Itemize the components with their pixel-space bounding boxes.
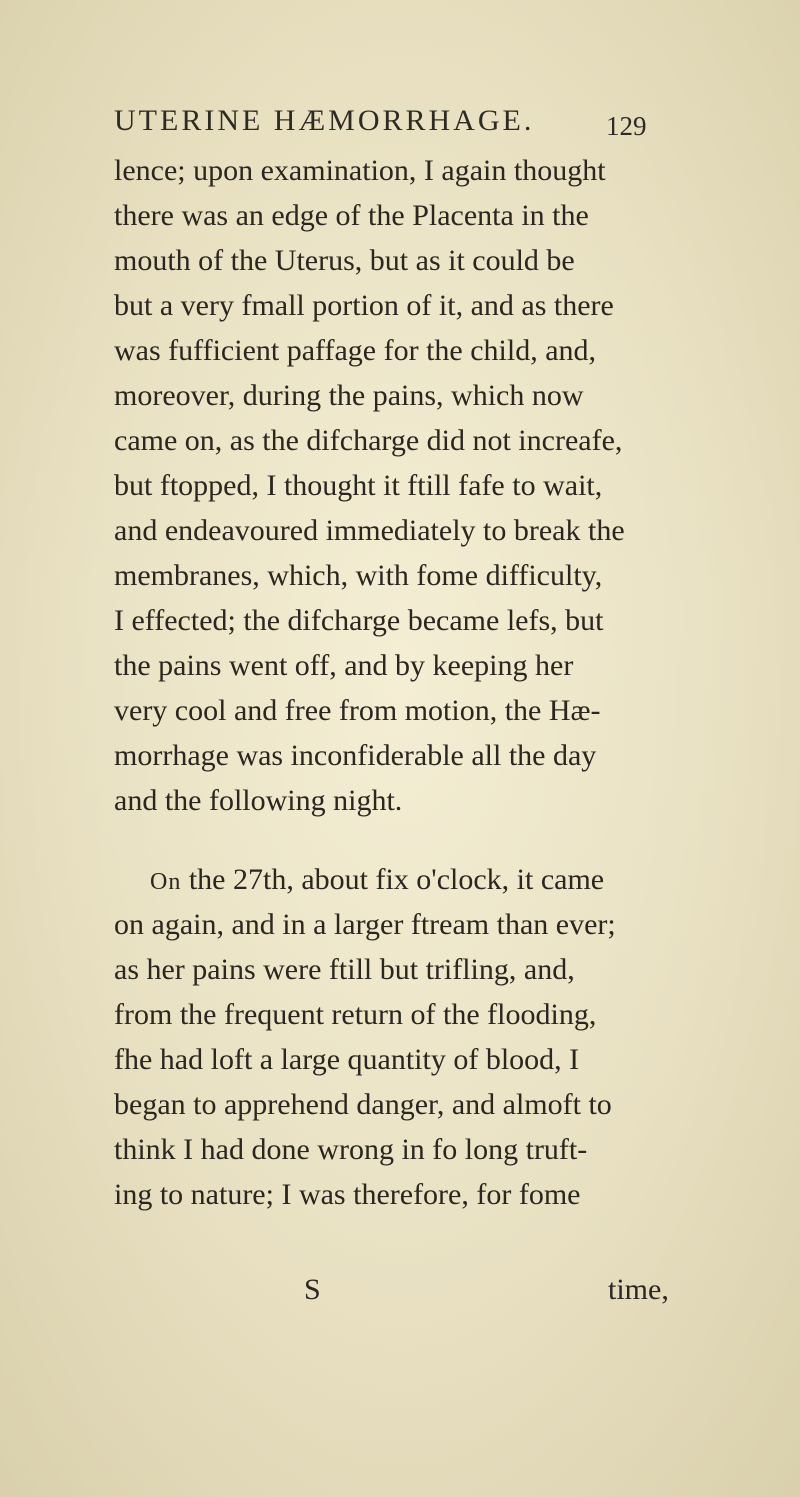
text-line: there was an edge of the Placenta in the <box>114 199 589 232</box>
text-line: was fufficient paffage for the child, and, <box>114 334 597 367</box>
text-line-first <box>150 858 800 904</box>
text-line: from the frequent return of the flooding, <box>114 998 597 1031</box>
text-line: came on, as the difcharge did not increafe, <box>114 424 623 457</box>
text-line: moreover, during the pains, which now <box>114 379 584 412</box>
text-line: think I had done wrong in fo long truft- <box>114 1133 588 1166</box>
text-line: on again, and in a larger ftream than ever; <box>114 908 616 941</box>
small-caps-opening: On <box>150 869 182 895</box>
text-line: mouth of the Uterus, but as it could be <box>114 244 575 277</box>
text-line: membranes, which, with fome difficulty, <box>114 559 603 592</box>
text-line: ing to nature; I was therefore, for fome <box>114 1178 581 1211</box>
text-line: but a very fmall portion of it, and as there <box>114 289 614 322</box>
page-number: 129 <box>606 111 647 141</box>
running-title: UTERINE HÆMORRHAGE. <box>114 104 535 137</box>
text-line: began to apprehend danger, and almoft to <box>114 1088 612 1121</box>
catchword: time, <box>608 1273 669 1306</box>
text-line: and the following night. <box>114 784 403 817</box>
text-line-rest: the 27th, about fix o'clock, it came <box>181 863 605 896</box>
text-line: lence; upon examination, I again thought <box>114 154 606 187</box>
text-line: as her pains were ftill but trifling, and, <box>114 953 575 986</box>
text-line: I effected; the difcharge became lefs, but <box>114 604 604 637</box>
text-line: the pains went off, and by keeping her <box>114 649 574 682</box>
text-line: and endeavoured immediately to break the <box>114 514 625 547</box>
signature-mark: S <box>304 1273 321 1306</box>
text-line: fhe had loft a large quantity of blood, I <box>114 1043 580 1076</box>
text-line: very cool and free from motion, the Hæ- <box>114 694 601 727</box>
text-line: but ftopped, I thought it ftill fafe to wait, <box>114 469 603 502</box>
text-line: morrhage was inconfiderable all the day <box>114 739 597 772</box>
